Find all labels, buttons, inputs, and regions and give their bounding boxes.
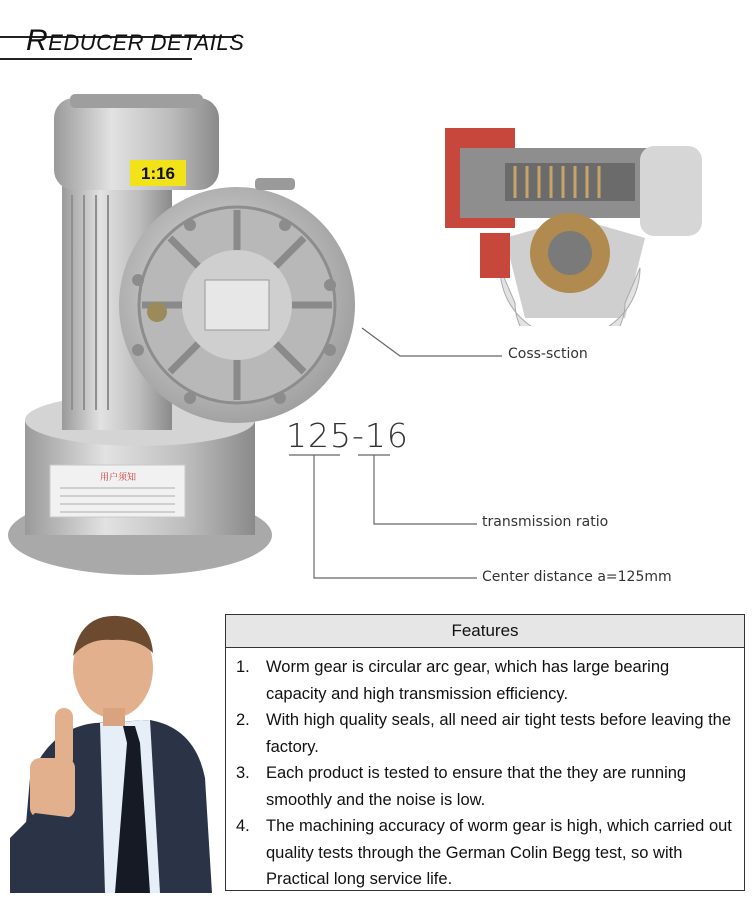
- feature-item: [236, 813, 734, 893]
- feature-text: Worm gear is circular arc gear, which has large bearing capacity and high transmission efficiency.: [266, 658, 670, 703]
- features-heading: Features: [226, 615, 744, 648]
- section-title: REDUCER DETAILS: [26, 24, 245, 57]
- center-distance-label: Center distance a=125mm: [482, 569, 672, 585]
- feature-item: [236, 707, 734, 760]
- transmission-ratio-label: transmission ratio: [482, 514, 609, 530]
- features-table: [225, 614, 745, 891]
- feature-item: [236, 654, 734, 707]
- feature-number: 2.: [236, 711, 250, 729]
- feature-text: Each product is tested to ensure that the they are running smoothly and the noise is low.: [266, 764, 687, 809]
- cross-section-label: Coss-sction: [508, 346, 588, 362]
- model-number: 125-16: [286, 416, 409, 455]
- reducer-photo: [0, 80, 370, 580]
- feature-text: With high quality seals, all need air tight tests before leaving the factory.: [266, 711, 732, 756]
- features-list: [226, 648, 744, 893]
- businessman-photo: [0, 608, 215, 893]
- feature-item: [236, 760, 734, 813]
- feature-number: 4.: [236, 817, 250, 835]
- feature-text: The machining accuracy of worm gear is high, which carried out quality tests through the German Colin Begg test, so with Practical long service life.: [266, 817, 732, 888]
- info-plate-title: 用户须知: [99, 473, 137, 483]
- feature-number: 1.: [236, 658, 250, 676]
- header-rule-bottom: [0, 58, 192, 60]
- ratio-label: 1:16: [140, 164, 176, 183]
- feature-number: 3.: [236, 764, 250, 782]
- cross-section-photo: [445, 128, 707, 326]
